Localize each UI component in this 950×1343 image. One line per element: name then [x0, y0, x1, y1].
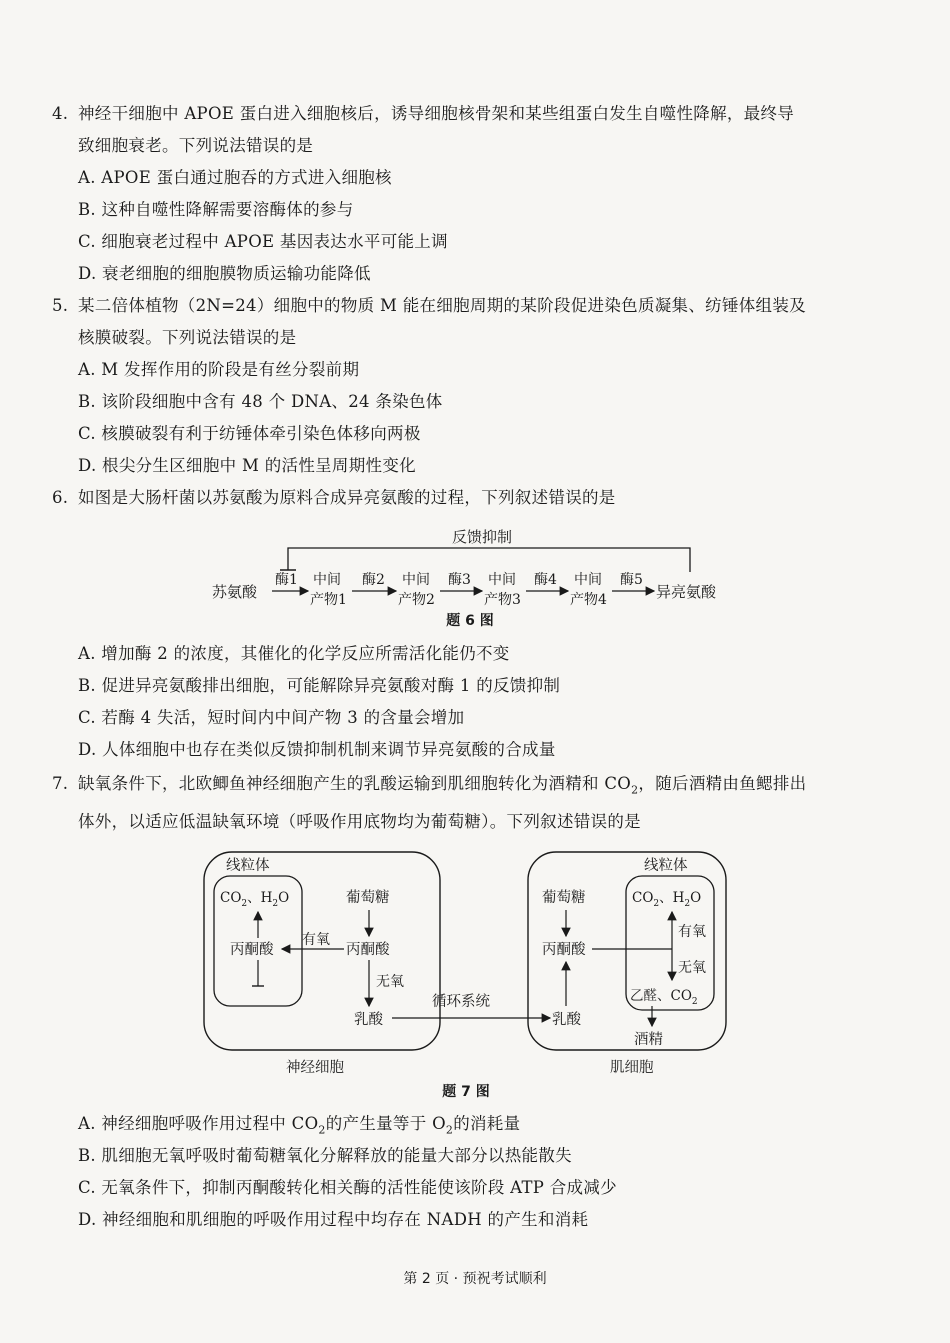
question-6-stem — [52, 482, 872, 514]
option-b: B. 该阶段细胞中含有 48 个 DNA、24 条染色体 — [78, 392, 443, 411]
circulation-label: 循环系统 — [432, 994, 490, 1010]
aerobic-label: 有氧 — [678, 924, 706, 940]
intermediate-bottom: 产物1 — [310, 592, 347, 608]
anaerobic-label: 无氧 — [376, 974, 404, 990]
question-5-stem — [52, 290, 872, 354]
question-number: 5. — [52, 296, 69, 315]
mito-label: 线粒体 — [644, 858, 688, 874]
pyruvate-label: 丙酮酸 — [542, 942, 586, 958]
pyruvate-label: 丙酮酸 — [346, 942, 390, 958]
figure-caption: 题 7 图 — [442, 1084, 490, 1100]
stem-line: ，随后酒精由鱼鳃排出 — [638, 774, 807, 793]
co2-h2o-label: $CO_2$、$H_2O$ — [220, 890, 290, 909]
option-a: A. M 发挥作用的阶段是有丝分裂前期 — [78, 360, 360, 379]
stem-line: 核膜破裂。下列说法错误的是 — [78, 328, 297, 347]
intermediate-top: 中间 — [488, 572, 516, 588]
option-b: B. 这种自噬性降解需要溶酶体的参与 — [78, 200, 354, 219]
acetaldehyde-label: 乙醛、$CO_2$ — [630, 988, 698, 1007]
stem-line: 致细胞衰老。下列说法错误的是 — [78, 136, 314, 155]
glucose-label: 葡萄糖 — [346, 890, 390, 906]
enzyme-label: 酶4 — [534, 572, 557, 588]
glucose-label: 葡萄糖 — [542, 890, 586, 906]
pathway-diagram — [200, 522, 740, 632]
question-4-stem — [52, 98, 872, 162]
option-d: D. 衰老细胞的细胞膜物质运输功能降低 — [78, 264, 371, 283]
intermediate-bottom: 产物2 — [398, 592, 435, 608]
intermediate-bottom: 产物3 — [484, 592, 521, 608]
enzyme-label: 酶1 — [275, 572, 298, 588]
lactate-label: 乳酸 — [354, 1012, 383, 1028]
question-number: 7. — [52, 774, 69, 793]
option-c: C. 细胞衰老过程中 APOE 基因表达水平可能上调 — [78, 232, 448, 251]
muscle-cell-label: 肌细胞 — [610, 1060, 654, 1076]
enzyme-label: 酶2 — [362, 572, 385, 588]
option-c: C. 若酶 4 失活，短时间内中间产物 3 的含量会增加 — [78, 708, 465, 727]
intermediate-top: 中间 — [402, 572, 430, 588]
option-b: B. 促进异亮氨酸排出细胞，可能解除异亮氨酸对酶 1 的反馈抑制 — [78, 676, 561, 695]
figure-caption: 题 6 图 — [446, 613, 494, 629]
option-c: C. 核膜破裂有利于纺锤体牵引染色体移向两极 — [78, 424, 421, 443]
question-number: 6. — [52, 488, 69, 507]
stem-line: 神经干细胞中 APOE 蛋白进入细胞核后，诱导细胞核骨架和某些组蛋白发生自噬性降解，最终导 — [78, 104, 795, 123]
start-substance: 苏氨酸 — [212, 583, 258, 601]
option-d: D. 根尖分生区细胞中 M 的活性呈周期性变化 — [78, 456, 416, 475]
intermediate-bottom: 产物4 — [570, 592, 607, 608]
enzyme-label: 酶3 — [448, 572, 471, 588]
stem-line: 体外，以适应低温缺氧环境（呼吸作用底物均为葡萄糖）。下列叙述错误的是 — [78, 812, 641, 832]
subscript: 2 — [631, 783, 639, 797]
question-number: 4. — [52, 104, 69, 123]
nerve-cell-label: 神经细胞 — [286, 1060, 344, 1076]
anaerobic-label: 无氧 — [678, 960, 706, 976]
question-7-stem — [52, 768, 872, 838]
co2-h2o-label: $CO_2$、$H_2O$ — [632, 890, 702, 909]
option-c: C. 无氧条件下，抑制丙酮酸转化相关酶的活性能使该阶段 ATP 合成减少 — [78, 1178, 617, 1197]
stem-line: 某二倍体植物（2N=24）细胞中的物质 M 能在细胞周期的某阶段促进染色质凝集、纺锤体组装及 — [78, 296, 806, 315]
feedback-line — [288, 548, 690, 572]
option-d: D. 人体细胞中也存在类似反馈抑制机制来调节异亮氨酸的合成量 — [78, 740, 556, 759]
aerobic-label: 有氧 — [302, 932, 330, 948]
page-footer: 第 2 页 · 预祝考试顺利 — [403, 1271, 547, 1287]
respiration-diagram — [196, 846, 746, 1100]
enzyme-label: 酶5 — [620, 572, 643, 588]
intermediate-top: 中间 — [574, 572, 602, 588]
option-a: A. 增加酶 2 的浓度，其催化的化学反应所需活化能仍不变 — [78, 644, 510, 663]
option-d: D. 神经细胞和肌细胞的呼吸作用过程中均存在 NADH 的产生和消耗 — [78, 1210, 589, 1229]
option-a: A. APOE 蛋白通过胞吞的方式进入细胞核 — [78, 168, 392, 187]
ethanol-label: 酒精 — [634, 1032, 663, 1048]
end-substance: 异亮氨酸 — [656, 583, 717, 601]
stem-line: 缺氧条件下，北欧鲫鱼神经细胞产生的乳酸运输到肌细胞转化为酒精和 CO — [78, 774, 632, 793]
pyruvate-label: 丙酮酸 — [230, 942, 274, 958]
option-a: A. 神经细胞呼吸作用过程中 $CO_2$的产生量等于 $O_2$的消耗量 — [78, 1114, 521, 1137]
mito-label: 线粒体 — [226, 858, 270, 874]
stem-line: 如图是大肠杆菌以苏氨酸为原料合成异亮氨酸的过程，下列叙述错误的是 — [78, 488, 616, 507]
lactate-label: 乳酸 — [552, 1012, 581, 1028]
feedback-label: 反馈抑制 — [451, 528, 513, 546]
option-b: B. 肌细胞无氧呼吸时葡萄糖氧化分解释放的能量大部分以热能散失 — [78, 1146, 572, 1165]
intermediate-top: 中间 — [313, 572, 341, 588]
